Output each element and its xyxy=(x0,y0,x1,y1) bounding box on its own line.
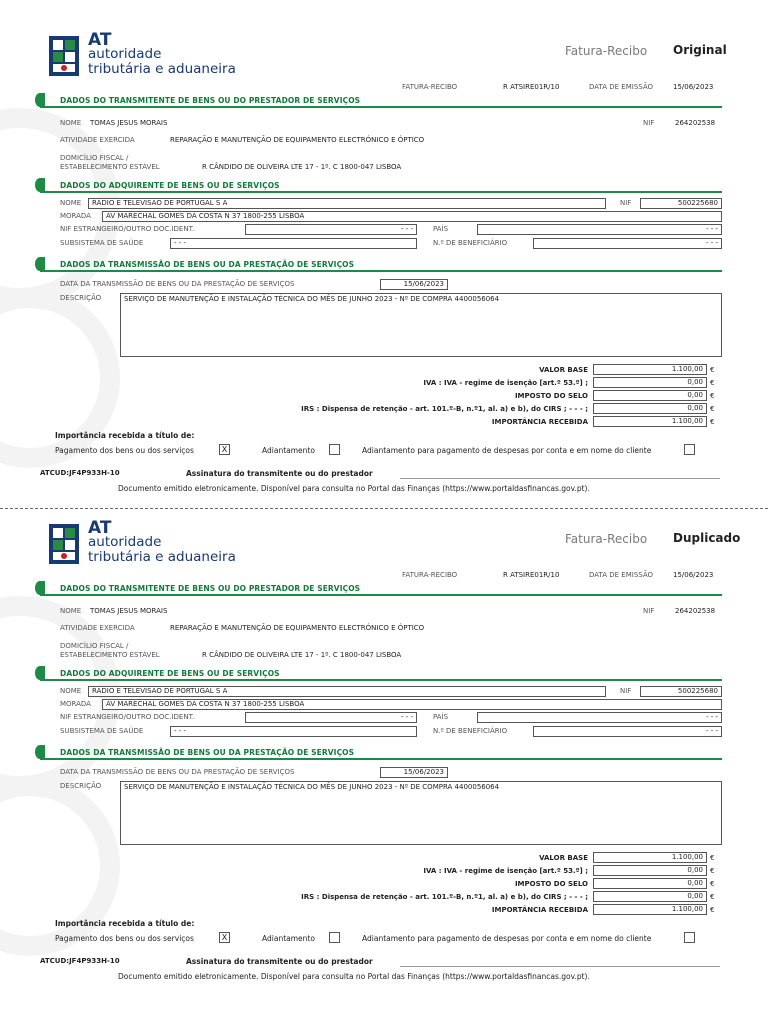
domicile-value: R CÂNDIDO DE OLIVEIRA LTE 17 - 1º. C 1800-047 LISBOA xyxy=(202,163,402,171)
section-marker xyxy=(35,666,45,680)
logo-line-2: tributária e aduaneira xyxy=(88,549,236,565)
payment-option-goods-checkbox[interactable]: X xyxy=(219,932,230,943)
at-logo-icon xyxy=(47,34,81,78)
acquirer-name-label: NOME xyxy=(60,199,82,207)
acquirer-name-label: NOME xyxy=(60,687,82,695)
currency-symbol: € xyxy=(710,880,715,888)
country-field: - - - xyxy=(477,224,722,235)
copy-kind: Duplicado xyxy=(673,531,741,545)
payment-option-advance-label: Adiantamento xyxy=(262,934,315,943)
irs-label: IRS : Dispensa de retenção - art. 101.º-B, n.º1, al. a) e b), do CIRS ; - - - ; xyxy=(301,893,588,901)
signature-line xyxy=(400,469,720,479)
currency-symbol: € xyxy=(710,893,715,901)
section-divider xyxy=(40,679,722,681)
issue-date-label: DATA DE EMISSÃO xyxy=(589,83,654,91)
received-amount-label: IMPORTÂNCIA RECEBIDA xyxy=(491,418,588,426)
irs-field: 0,00 xyxy=(593,891,707,902)
transmitter-name-label: NOME xyxy=(60,119,82,127)
foreign-nif-label: NIF ESTRANGEIRO/OUTRO DOC.IDENT. xyxy=(60,713,195,721)
health-subsystem-label: SUBSISTEMA DE SAÚDE xyxy=(60,239,144,247)
activity-value: REPARAÇÃO E MANUTENÇÃO DE EQUIPAMENTO ELECTRÓNICO E ÓPTICO xyxy=(170,624,425,632)
currency-symbol: € xyxy=(710,418,715,426)
payment-option-goods-label: Pagamento dos bens ou dos serviços xyxy=(55,934,194,943)
at-logo-icon xyxy=(47,522,81,566)
country-label: PAÍS xyxy=(433,713,449,721)
iva-field: 0,00 xyxy=(593,865,707,876)
section-divider xyxy=(40,758,722,760)
domicile-label-1: DOMICÍLIO FISCAL / xyxy=(60,154,129,162)
transmission-section-title: DADOS DA TRANSMISSÃO DE BENS OU DA PRESTAÇÃO DE SERVIÇOS xyxy=(60,260,355,269)
description-label: DESCRIÇÃO xyxy=(60,294,102,302)
iva-label: IVA : IVA - regime de isenção [art.º 53.º] ; xyxy=(423,867,588,875)
transmitter-section-title: DADOS DO TRANSMITENTE DE BENS OU DO PRESTADOR DE SERVIÇOS xyxy=(60,584,361,593)
payment-option-expenses-checkbox[interactable] xyxy=(684,444,695,455)
activity-label: ATIVIDADE EXERCIDA xyxy=(60,136,135,144)
section-marker xyxy=(35,745,45,759)
transmitter-name: TOMAS JESUS MORAIS xyxy=(90,607,168,615)
domicile-value: R CÂNDIDO DE OLIVEIRA LTE 17 - 1º. C 1800-047 LISBOA xyxy=(202,651,402,659)
doc-number: R ATSIRE01R/10 xyxy=(503,83,560,91)
payment-title: Importância recebida a título de: xyxy=(55,431,195,440)
currency-symbol: € xyxy=(710,854,715,862)
currency-symbol: € xyxy=(710,366,715,374)
issue-date-label: DATA DE EMISSÃO xyxy=(589,571,654,579)
stamp-tax-label: IMPOSTO DO SELO xyxy=(514,392,588,400)
received-amount-field: 1.100,00 xyxy=(593,904,707,915)
transmitter-nif-label: NIF xyxy=(643,607,655,615)
logo-at-text: AT xyxy=(88,30,112,50)
issue-date: 15/06/2023 xyxy=(673,571,714,579)
document-type: Fatura-Recibo xyxy=(565,44,648,58)
payment-title: Importância recebida a título de: xyxy=(55,919,195,928)
base-value-label: VALOR BASE xyxy=(539,366,588,374)
activity-label: ATIVIDADE EXERCIDA xyxy=(60,624,135,632)
payment-option-expenses-label: Adiantamento para pagamento de despesas por conta e em nome do cliente xyxy=(362,934,652,943)
address-field: AV MARECHAL GOMES DA COSTA N 37 1800-255 LISBOA xyxy=(102,211,722,222)
currency-symbol: € xyxy=(710,392,715,400)
currency-symbol: € xyxy=(710,379,715,387)
base-value-field: 1.100,00 xyxy=(593,852,707,863)
address-field: AV MARECHAL GOMES DA COSTA N 37 1800-255 LISBOA xyxy=(102,699,722,710)
beneficiary-label: N.º DE BENEFICIÁRIO xyxy=(433,727,508,735)
doc-number: R ATSIRE01R/10 xyxy=(503,571,560,579)
logo-line-1: autoridade xyxy=(88,534,162,550)
transmitter-nif: 264202538 xyxy=(675,119,716,127)
issue-date: 15/06/2023 xyxy=(673,83,714,91)
acquirer-name-field: RADIO E TELEVISÃO DE PORTUGAL S A xyxy=(88,198,606,209)
transmitter-name: TOMAS JESUS MORAIS xyxy=(90,119,168,127)
beneficiary-label: N.º DE BENEFICIÁRIO xyxy=(433,239,508,247)
health-subsystem-field: - - - xyxy=(170,726,417,737)
duplicate-copy xyxy=(0,516,768,1016)
logo-line-2: tributária e aduaneira xyxy=(88,61,236,77)
payment-option-advance-label: Adiantamento xyxy=(262,446,315,455)
section-divider xyxy=(40,594,722,596)
logo-line-1: autoridade xyxy=(88,46,162,62)
description-field: SERVIÇO DE MANUTENÇÃO E INSTALAÇÃO TÉCNICA DO MÊS DE JUNHO 2023 - Nº DE COMPRA 4400056064 xyxy=(120,293,722,357)
description-field: SERVIÇO DE MANUTENÇÃO E INSTALAÇÃO TÉCNICA DO MÊS DE JUNHO 2023 - Nº DE COMPRA 4400056064 xyxy=(120,781,722,845)
irs-field: 0,00 xyxy=(593,403,707,414)
document-type: Fatura-Recibo xyxy=(565,532,648,546)
currency-symbol: € xyxy=(710,405,715,413)
original-copy xyxy=(0,28,768,528)
cut-line xyxy=(0,508,768,509)
domicile-label-2: ESTABELECIMENTO ESTÁVEL xyxy=(60,163,160,171)
section-divider xyxy=(40,106,722,108)
transmission-date-field: 15/06/2023 xyxy=(380,767,448,778)
stamp-tax-field: 0,00 xyxy=(593,878,707,889)
section-marker xyxy=(35,178,45,192)
acquirer-section-title: DADOS DO ADQUIRENTE DE BENS OU DE SERVIÇOS xyxy=(60,669,280,678)
payment-option-expenses-checkbox[interactable] xyxy=(684,932,695,943)
section-marker xyxy=(35,93,45,107)
received-amount-label: IMPORTÂNCIA RECEBIDA xyxy=(491,906,588,914)
beneficiary-field: - - - xyxy=(533,726,722,737)
transmitter-name-label: NOME xyxy=(60,607,82,615)
irs-label: IRS : Dispensa de retenção - art. 101.º-B, n.º1, al. a) e b), do CIRS ; - - - ; xyxy=(301,405,588,413)
transmission-date-label: DATA DA TRANSMISSÃO DE BENS OU DA PRESTAÇÃO DE SERVIÇOS xyxy=(60,280,295,288)
atcud-code: ATCUD:JF4P933H-10 xyxy=(40,469,120,477)
electronic-notice: Documento emitido eletronicamente. Disponível para consulta no Portal das Finanças (https://www.portaldasfinancas.gov.pt). xyxy=(118,484,590,493)
electronic-notice: Documento emitido eletronicamente. Disponível para consulta no Portal das Finanças (https://www.portaldasfinancas.gov.pt). xyxy=(118,972,590,981)
section-marker xyxy=(35,257,45,271)
foreign-nif-field: - - - xyxy=(245,712,417,723)
address-label: MORADA xyxy=(60,212,91,220)
acquirer-nif-label: NIF xyxy=(620,199,632,207)
section-divider xyxy=(40,270,722,272)
base-value-label: VALOR BASE xyxy=(539,854,588,862)
transmission-date-label: DATA DA TRANSMISSÃO DE BENS OU DA PRESTAÇÃO DE SERVIÇOS xyxy=(60,768,295,776)
beneficiary-field: - - - xyxy=(533,238,722,249)
iva-field: 0,00 xyxy=(593,377,707,388)
country-field: - - - xyxy=(477,712,722,723)
address-label: MORADA xyxy=(60,700,91,708)
health-subsystem-label: SUBSISTEMA DE SAÚDE xyxy=(60,727,144,735)
transmitter-nif: 264202538 xyxy=(675,607,716,615)
transmitter-section-title: DADOS DO TRANSMITENTE DE BENS OU DO PRESTADOR DE SERVIÇOS xyxy=(60,96,361,105)
transmission-section-title: DADOS DA TRANSMISSÃO DE BENS OU DA PRESTAÇÃO DE SERVIÇOS xyxy=(60,748,355,757)
signature-label: Assinatura do transmitente ou do prestador xyxy=(186,957,373,966)
logo-at-text: AT xyxy=(88,518,112,538)
section-divider xyxy=(40,191,722,193)
payment-option-goods-label: Pagamento dos bens ou dos serviços xyxy=(55,446,194,455)
stamp-tax-field: 0,00 xyxy=(593,390,707,401)
doc-number-label: FATURA-RECIBO xyxy=(402,571,458,579)
currency-symbol: € xyxy=(710,906,715,914)
stamp-tax-label: IMPOSTO DO SELO xyxy=(514,880,588,888)
doc-number-label: FATURA-RECIBO xyxy=(402,83,458,91)
domicile-label-2: ESTABELECIMENTO ESTÁVEL xyxy=(60,651,160,659)
foreign-nif-field: - - - xyxy=(245,224,417,235)
country-label: PAÍS xyxy=(433,225,449,233)
atcud-code: ATCUD:JF4P933H-10 xyxy=(40,957,120,965)
signature-label: Assinatura do transmitente ou do prestador xyxy=(186,469,373,478)
section-marker xyxy=(35,581,45,595)
copy-kind: Original xyxy=(673,43,727,57)
payment-option-goods-checkbox[interactable]: X xyxy=(219,444,230,455)
iva-label: IVA : IVA - regime de isenção [art.º 53.º] ; xyxy=(423,379,588,387)
currency-symbol: € xyxy=(710,867,715,875)
health-subsystem-field: - - - xyxy=(170,238,417,249)
payment-option-advance-checkbox[interactable] xyxy=(329,444,340,455)
acquirer-nif-field: 500225680 xyxy=(640,198,722,209)
base-value-field: 1.100,00 xyxy=(593,364,707,375)
transmitter-nif-label: NIF xyxy=(643,119,655,127)
payment-option-expenses-label: Adiantamento para pagamento de despesas por conta e em nome do cliente xyxy=(362,446,652,455)
activity-value: REPARAÇÃO E MANUTENÇÃO DE EQUIPAMENTO ELECTRÓNICO E ÓPTICO xyxy=(170,136,425,144)
acquirer-section-title: DADOS DO ADQUIRENTE DE BENS OU DE SERVIÇOS xyxy=(60,181,280,190)
acquirer-nif-field: 500225680 xyxy=(640,686,722,697)
description-label: DESCRIÇÃO xyxy=(60,782,102,790)
signature-line xyxy=(400,957,720,967)
transmission-date-field: 15/06/2023 xyxy=(380,279,448,290)
payment-option-advance-checkbox[interactable] xyxy=(329,932,340,943)
domicile-label-1: DOMICÍLIO FISCAL / xyxy=(60,642,129,650)
received-amount-field: 1.100,00 xyxy=(593,416,707,427)
acquirer-nif-label: NIF xyxy=(620,687,632,695)
acquirer-name-field: RADIO E TELEVISÃO DE PORTUGAL S A xyxy=(88,686,606,697)
foreign-nif-label: NIF ESTRANGEIRO/OUTRO DOC.IDENT. xyxy=(60,225,195,233)
